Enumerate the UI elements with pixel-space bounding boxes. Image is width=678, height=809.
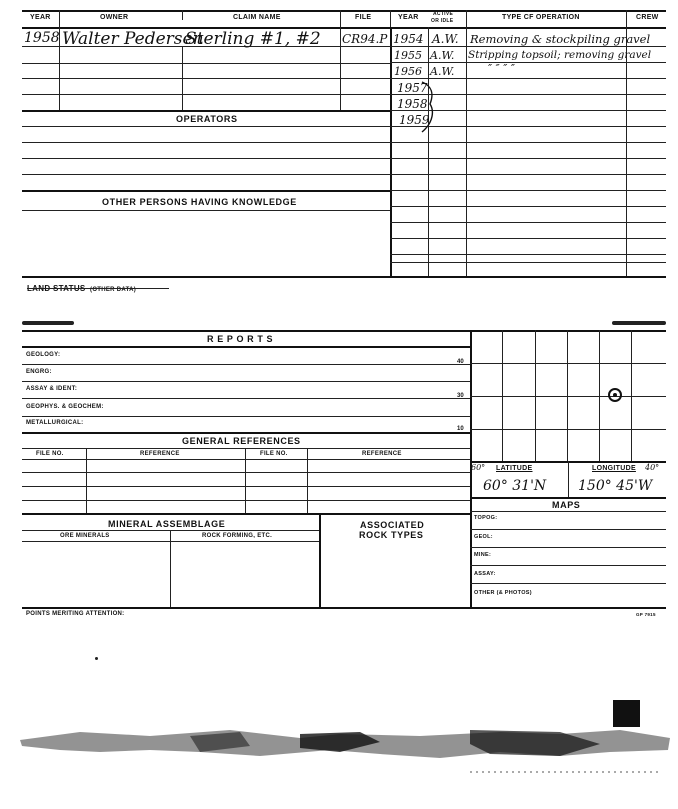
- activity-status-3: A.W.: [430, 65, 455, 78]
- ref-file-no2-label: FILE NO.: [260, 451, 288, 457]
- activity-year-5: 1958: [397, 97, 428, 111]
- longitude-value: 150° 45'W: [578, 478, 653, 494]
- report-metallurgical-label: METALLURGICAL:: [26, 420, 84, 426]
- longitude-suffix: 40°: [645, 463, 660, 472]
- associated-rock-types-line1: ASSOCIATED: [360, 520, 425, 530]
- latitude-prefix: 60°: [471, 463, 486, 472]
- maps-other-label: OTHER (& PHOTOS): [474, 590, 532, 596]
- header-file-label: FILE: [355, 14, 372, 21]
- land-status-heading: LAND STATUS (OTHER DATA): [27, 284, 137, 293]
- report-geology-number: 40: [457, 359, 464, 365]
- year-bracket-mark: [420, 80, 440, 134]
- form-number: GP 7915: [636, 612, 656, 617]
- maps-assay-label: ASSAY:: [474, 571, 496, 577]
- activity-year-3: 1956: [394, 65, 422, 78]
- entry-year: 1958: [24, 30, 60, 46]
- report-assay-label: ASSAY & IDENT:: [26, 386, 78, 392]
- report-geology-label: GEOLOGY:: [26, 352, 61, 358]
- general-references-heading: GENERAL REFERENCES: [182, 436, 301, 446]
- entry-owner: Walter Pedersen: [62, 29, 204, 49]
- maps-geol-label: GEOL:: [474, 534, 493, 540]
- header-idle-label: OR IDLE: [431, 18, 454, 24]
- mineral-assemblage-heading: MINERAL ASSEMBLAGE: [108, 519, 226, 529]
- ref-file-no-label: FILE NO.: [36, 451, 64, 457]
- entry-claim: Sterling #1, #2: [185, 29, 321, 49]
- associated-rock-types-line2: ROCK TYPES: [359, 530, 424, 540]
- maps-mine-label: MINE:: [474, 552, 492, 558]
- location-marker-icon: [608, 388, 622, 402]
- ref-reference2-label: REFERENCE: [362, 451, 402, 457]
- header-claim-name-label: CLAIM NAME: [233, 14, 281, 21]
- header-owner-label: OWNER: [100, 14, 129, 21]
- header-year-label: YEAR: [30, 14, 51, 21]
- ref-reference-label: REFERENCE: [140, 451, 180, 457]
- activity-operation-3: ″ ″ ″ ″: [488, 62, 515, 75]
- ore-minerals-label: ORE MINERALS: [60, 533, 110, 539]
- header-year2-label: YEAR: [398, 14, 419, 21]
- points-meriting-attention-label: POINTS MERITING ATTENTION:: [26, 611, 125, 617]
- activity-operation-1: Removing & stockpiling gravel: [470, 32, 651, 46]
- activity-status-2: A.W.: [430, 49, 455, 62]
- header-active-label: ACTIVE: [433, 11, 454, 17]
- smudge-band: [0, 722, 678, 782]
- report-engrg-label: ENGRG:: [26, 369, 52, 375]
- report-geophys-label: GEOPHYS. & GEOCHEM:: [26, 404, 104, 410]
- activity-year-6: 1959: [399, 113, 430, 127]
- latitude-label: LATITUDE: [496, 465, 533, 472]
- activity-operation-2: Stripping topsoil; removing gravel: [468, 49, 652, 61]
- header-type-of-operation-label: TYPE CF OPERATION: [502, 14, 580, 21]
- report-geophys-number: 30: [457, 393, 464, 399]
- entry-file: CR94.P: [342, 32, 388, 46]
- latitude-value: 60° 31'N: [483, 478, 547, 494]
- activity-year-2: 1955: [394, 49, 422, 62]
- activity-year-4: 1957: [397, 81, 428, 95]
- header-crew-label: CREW: [636, 14, 659, 21]
- operators-heading: OPERATORS: [176, 114, 238, 124]
- reports-heading: R E P O R T S: [207, 334, 274, 344]
- maps-topog-label: TOPOG:: [474, 515, 498, 521]
- longitude-label: LONGITUDE: [592, 465, 636, 472]
- report-metallurgical-number: 10: [457, 426, 464, 432]
- other-persons-heading: OTHER PERSONS HAVING KNOWLEDGE: [102, 197, 297, 207]
- activity-year-1: 1954: [393, 32, 424, 46]
- maps-heading: MAPS: [552, 500, 581, 510]
- rock-forming-label: ROCK FORMING, ETC.: [202, 533, 273, 539]
- activity-status-1: A.W.: [432, 32, 459, 46]
